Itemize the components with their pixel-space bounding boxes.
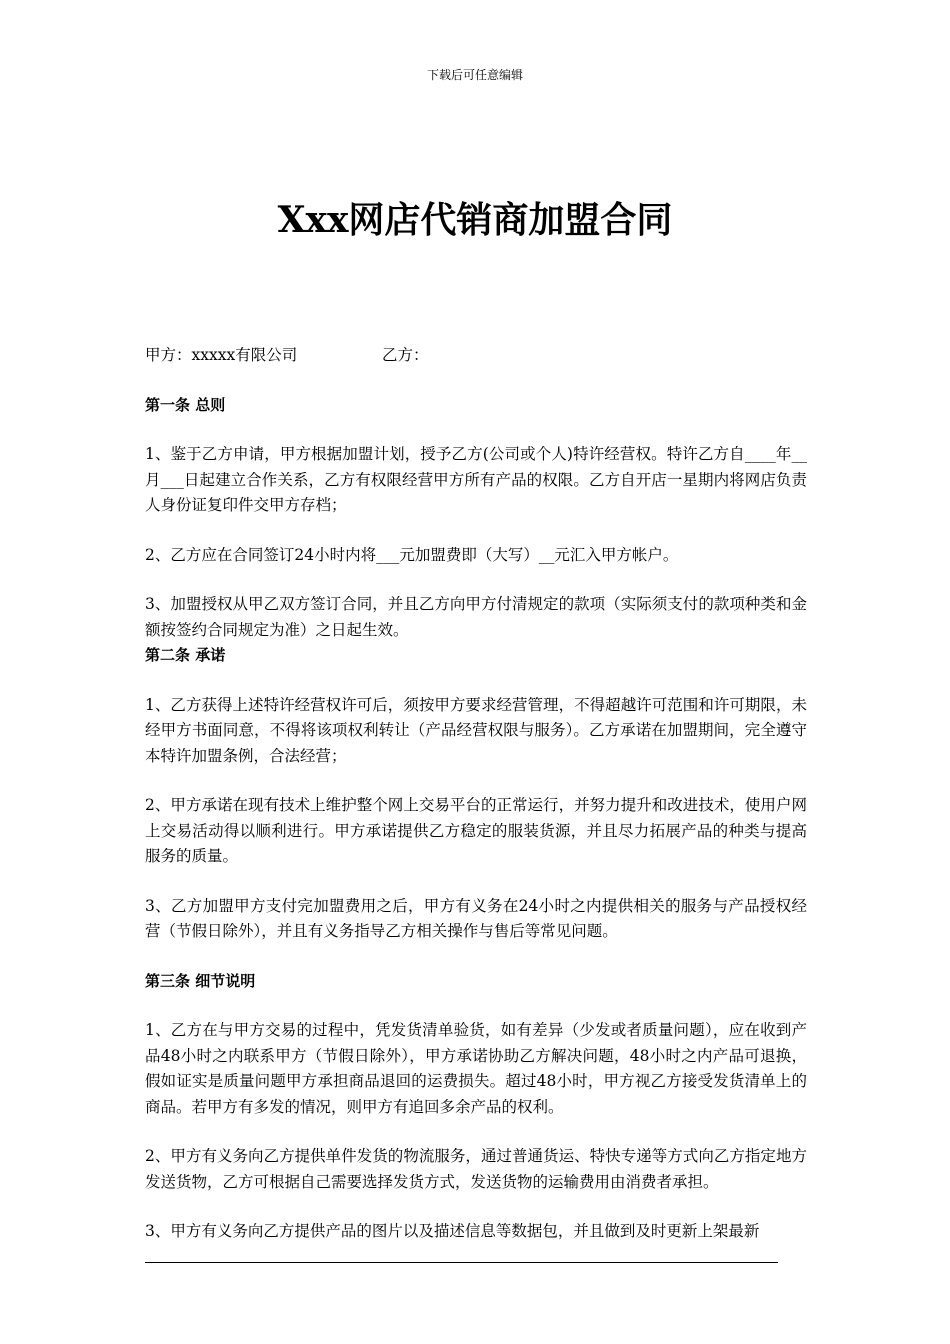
paragraph: 3、甲方有义务向乙方提供产品的图片以及描述信息等数据包，并且做到及时更新上架最新 xyxy=(145,1222,760,1240)
paragraph: 1、乙方获得上述特许经营权许可后，须按甲方要求经营管理，不得超越许可范围和许可期限，未经甲方书面同意，不得将该项权利转让（产品经营权限与服务）。乙方承诺在加盟期间，完全遵守本特许加盟条例，合法经营； xyxy=(145,695,807,765)
document-body xyxy=(145,343,807,1245)
paragraph: 1、乙方在与甲方交易的过程中，凭发货清单验货，如有差异（少发或者质量问题），应在收到产品48小时之内联系甲方（节假日除外），甲方承诺协助乙方解决问题，48小时之内产品可退换，假如证实是质量问题甲方承担商品退回的运费损失。超过48小时，甲方视乙方接受发货清单上的商品。若甲方有多发的情况，则甲方有追回多余产品的权利。 xyxy=(145,1021,807,1116)
section-heading-general: 第一条 总则 xyxy=(145,395,226,414)
party-a: 甲方：xxxxx有限公司 xyxy=(145,346,298,364)
document-title: Xxx网店代销商加盟合同 xyxy=(277,199,673,241)
section-heading-details: 第三条 细节说明 xyxy=(145,971,256,990)
footer-divider xyxy=(145,1262,778,1263)
party-b: 乙方： xyxy=(382,346,429,364)
parties-line xyxy=(145,343,807,369)
paragraph: 2、甲方有义务向乙方提供单件发货的物流服务，通过普通货运、特快专递等方式向乙方指定地方发送货物，乙方可根据自己需要选择发货方式，发送货物的运输费用由消费者承担。 xyxy=(145,1147,807,1191)
paragraph: 1、鉴于乙方申请，甲方根据加盟计划，授予乙方(公司或个人)特许经营权。特许乙方自____年__月___日起建立合作关系，乙方有权限经营甲方所有产品的权限。乙方自开店一星期内将网店负责人身份证复印件交甲方存档； xyxy=(145,445,807,514)
paragraph: 2、乙方应在合同签订24小时内将___元加盟费即（大写）__元汇入甲方帐户。 xyxy=(145,545,679,564)
paragraph: 3、乙方加盟甲方支付完加盟费用之后，甲方有义务在24小时之内提供相关的服务与产品授权经营（节假日除外），并且有义务指导乙方相关操作与售后等常见问题。 xyxy=(145,896,807,940)
paragraph: 3、加盟授权从甲乙双方签订合同，并且乙方向甲方付清规定的款项（实际须支付的款项种类和金额按签约合同规定为准）之日起生效。 xyxy=(145,595,807,639)
paragraph: 2、甲方承诺在现有技术上维护整个网上交易平台的正常运行，并努力提升和改进技术，使用户网上交易活动得以顺利进行。甲方承诺提供乙方稳定的服装货源，并且尽力拓展产品的种类与提高服务的质量。 xyxy=(145,796,807,865)
section-heading-commitment: 第二条 承诺 xyxy=(145,646,226,664)
header-note: 下载后可任意编辑 xyxy=(426,68,523,82)
